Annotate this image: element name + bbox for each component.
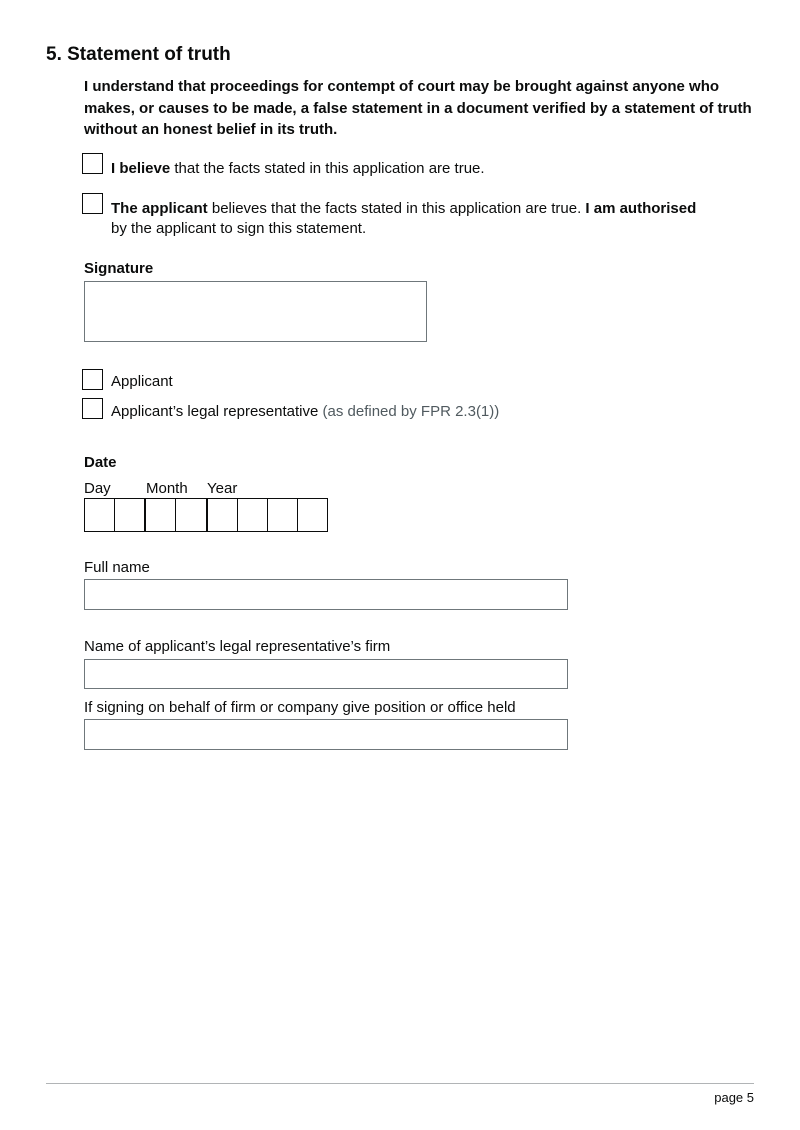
section-heading: 5. Statement of truth bbox=[46, 44, 231, 65]
day-digit-2[interactable] bbox=[115, 499, 146, 531]
footer-divider bbox=[46, 1083, 754, 1084]
legal-rep-text bbox=[111, 402, 499, 422]
day-digit-1[interactable] bbox=[85, 499, 115, 531]
day-label: Day bbox=[84, 480, 111, 497]
applicant-believes-mid: believes that the facts stated in this application are true. bbox=[207, 200, 586, 217]
year-digit-4[interactable] bbox=[298, 499, 327, 531]
authorised-bold: I am authorised bbox=[585, 200, 697, 217]
month-label: Month bbox=[146, 480, 188, 497]
legal-rep-label: Applicant’s legal representative bbox=[111, 403, 319, 420]
legal-rep-checkbox[interactable] bbox=[82, 398, 103, 419]
applicant-believes-bold: The applicant bbox=[111, 200, 208, 217]
firm-name-label: Name of applicant’s legal representative’s firm bbox=[84, 638, 391, 655]
full-name-label: Full name bbox=[84, 559, 150, 576]
position-label: If signing on behalf of firm or company give position or office held bbox=[84, 699, 516, 716]
year-digit-3[interactable] bbox=[268, 499, 298, 531]
legal-rep-note: (as defined by FPR 2.3(1)) bbox=[318, 403, 500, 420]
applicant-believes-checkbox[interactable] bbox=[82, 193, 103, 214]
applicant-checkbox[interactable] bbox=[82, 369, 103, 390]
year-digit-2[interactable] bbox=[238, 499, 268, 531]
applicant-believes-rest: by the applicant to sign this statement. bbox=[111, 220, 367, 237]
i-believe-bold: I believe bbox=[111, 160, 171, 177]
page-number: page 5 bbox=[714, 1090, 754, 1105]
full-name-field[interactable] bbox=[84, 579, 568, 610]
i-believe-text bbox=[111, 159, 751, 179]
date-input-grid bbox=[84, 498, 328, 532]
signature-label: Signature bbox=[84, 260, 154, 277]
i-believe-rest: that the facts stated in this application are true. bbox=[170, 160, 485, 177]
applicant-believes-text bbox=[111, 199, 751, 239]
year-digit-1[interactable] bbox=[208, 499, 238, 531]
signature-box[interactable] bbox=[84, 281, 427, 342]
year-label: Year bbox=[207, 480, 238, 497]
i-believe-checkbox[interactable] bbox=[82, 153, 103, 174]
month-digit-1[interactable] bbox=[146, 499, 176, 531]
position-field[interactable] bbox=[84, 719, 568, 750]
applicant-label: Applicant bbox=[111, 373, 173, 390]
firm-name-field[interactable] bbox=[84, 659, 568, 689]
month-digit-2[interactable] bbox=[176, 499, 207, 531]
statement-intro: I understand that proceedings for contempt of court may be brought against anyone who makes, or causes to be made, a false statement in a document verified by a statement of truth without an honest belief in its truth. bbox=[84, 78, 752, 138]
date-label: Date bbox=[84, 454, 117, 471]
